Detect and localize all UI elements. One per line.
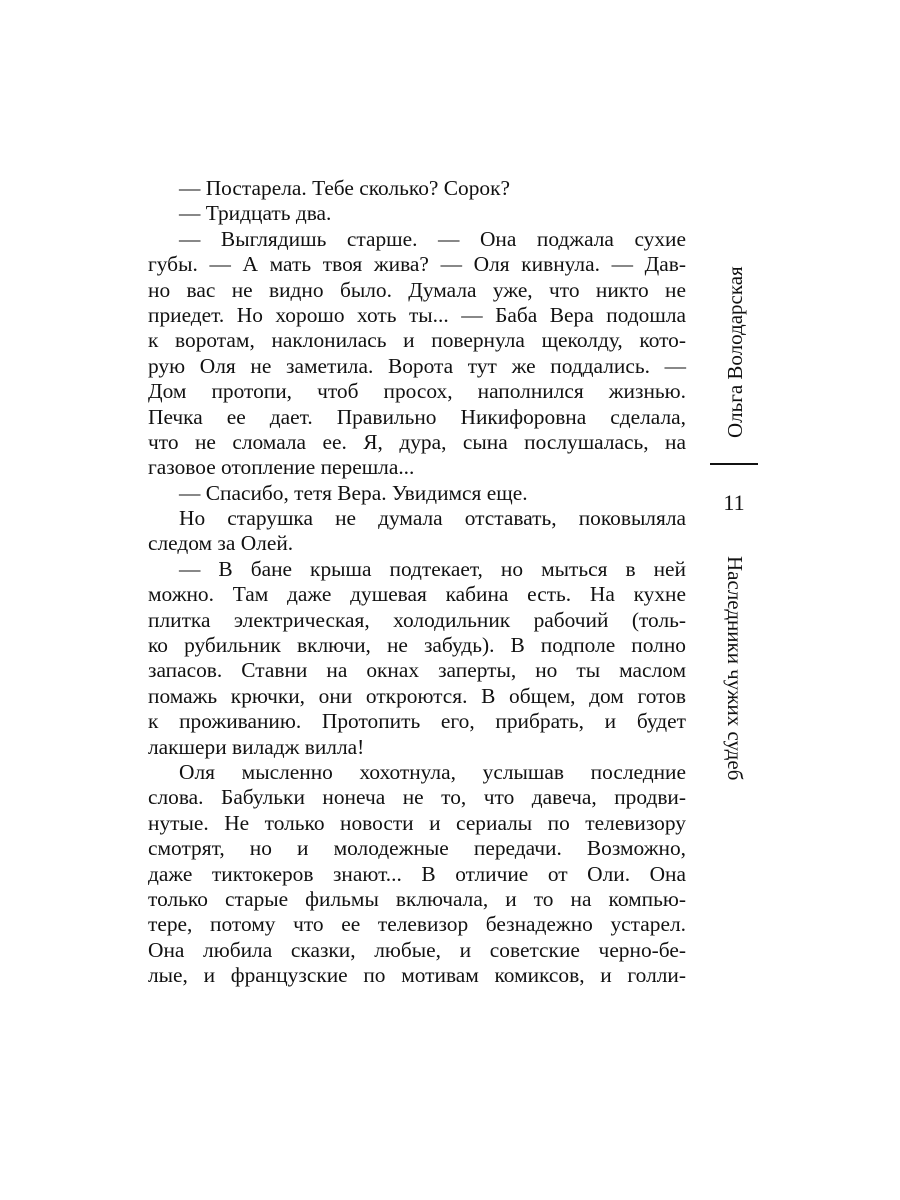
text-line: ко рубильник включи, не забудь). В подполе полно <box>148 633 686 658</box>
text-line: Она любила сказки, любые, и советские черно-бе- <box>148 937 686 962</box>
text-line: к проживанию. Протопить его, прибрать, и будет <box>148 709 686 734</box>
text-line: — Выглядишь старше. — Она поджала сухие <box>179 226 686 251</box>
author-name: Ольга Володарская <box>723 266 747 438</box>
text-line: — Тридцать два. <box>179 201 332 226</box>
text-line: запасов. Ставни на окнах заперты, но ты маслом <box>148 658 686 683</box>
text-line: — В бане крыша подтекает, но мыться в ней <box>179 556 686 581</box>
text-line: даже тиктокеров знают... В отличие от Оли. Она <box>148 861 686 886</box>
text-line: Печка ее дает. Правильно Никифоровна сделала, <box>148 404 686 429</box>
text-line: смотрят, но и молодежные передачи. Возможно, <box>148 836 686 861</box>
book-title: Наследники чужих судеб <box>723 556 747 781</box>
text-line: слова. Бабульки нонеча не то, что давеча, продви- <box>148 785 686 810</box>
text-line: плитка электрическая, холодильник рабочий (толь- <box>148 607 686 632</box>
text-line: рую Оля не заметила. Ворота тут же поддались. — <box>148 353 686 378</box>
running-header <box>708 228 760 848</box>
text-line: но вас не видно было. Думала уже, что никто не <box>148 277 686 302</box>
text-line: губы. — А мать твоя жива? — Оля кивнула. — Дав- <box>148 252 686 277</box>
text-line: можно. Там даже душевая кабина есть. На кухне <box>148 582 686 607</box>
text-line: лые, и французские по мотивам комиксов, и голли- <box>148 963 686 988</box>
page-number: 11 <box>723 490 745 515</box>
body-text <box>148 176 686 989</box>
text-line: что не сломала ее. Я, дура, сына послушалась, на <box>148 429 686 454</box>
text-line: следом за Олей. <box>148 531 294 556</box>
text-line: нутые. Не только новости и сериалы по телевизору <box>148 810 686 835</box>
text-line: лакшери виладж вилла! <box>148 734 365 759</box>
text-line: Но старушка не думала отставать, поковыляла <box>179 506 686 531</box>
text-line: Оля мысленно хохотнула, услышав последние <box>179 759 686 784</box>
text-line: Дом протопи, чтоб просох, наполнился жизнью. <box>148 379 686 404</box>
header-divider <box>710 463 758 465</box>
text-line: тере, потому что ее телевизор безнадежно устарел. <box>148 912 686 937</box>
text-line: помажь крючки, они откроются. В общем, дом готов <box>148 683 686 708</box>
text-line: приедет. Но хорошо хоть ты... — Баба Вера подошла <box>148 302 686 327</box>
text-line: — Постарела. Тебе сколько? Сорок? <box>179 176 510 200</box>
text-line: — Спасибо, тетя Вера. Увидимся еще. <box>179 480 528 505</box>
text-line: к воротам, наклонилась и повернула щеколду, кото- <box>148 328 686 353</box>
text-line: газовое отопление перешла... <box>148 455 415 480</box>
text-line: только старые фильмы включала, и то на компью- <box>148 886 686 911</box>
